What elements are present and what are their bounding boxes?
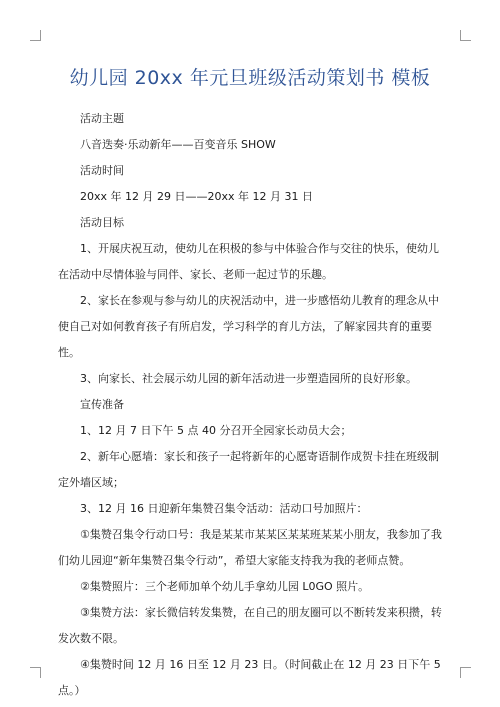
theme-text: 八音迭奏·乐动新年——百变音乐 SHOW: [80, 138, 276, 151]
publicity-1: 1、12 月 7 日下午 5 点 40 分召开全园家长动员大会；: [80, 424, 352, 437]
publicity-2: 2、新年心愿墙：家长和孩子一起将新年的心愿寄语制作成贺卡挂在班级制定外墙区域；: [58, 450, 439, 489]
section-heading-goals: 活动目标: [80, 216, 124, 229]
crop-mark-top-left: [30, 30, 41, 41]
publicity-3-item-2: ②集赞照片：三个老师加单个幼儿手拿幼儿园 L0GO 照片。: [80, 580, 370, 593]
crop-mark-bottom-right: [460, 667, 471, 678]
section-heading-time: 活动时间: [80, 164, 124, 177]
crop-mark-bottom-left: [30, 667, 41, 678]
section-heading-publicity: 宣传准备: [80, 398, 124, 411]
document-body: [58, 106, 443, 704]
time-text: 20xx 年 12 月 29 日——20xx 年 12 月 31 日: [80, 190, 313, 203]
section-heading-theme: 活动主题: [80, 112, 124, 125]
goal-1: 1、开展庆祝互动，使幼儿在积极的参与中体验合作与交往的快乐，使幼儿在活动中尽情体验与同伴、家长、老师一起过节的乐趣。: [58, 242, 439, 281]
document-title: 幼儿园 20xx 年元旦班级活动策划书 模板: [69, 67, 431, 89]
publicity-3: 3、12 月 16 日迎新年集赞召集令活动：活动口号加照片：: [80, 502, 368, 515]
publicity-3-item-3: ③集赞方法：家长微信转发集赞，在自己的朋友圈可以不断转发来积攒，转发次数不限。: [58, 606, 442, 645]
publicity-3-item-1: ①集赞召集令行动口号：我是某某市某某区某某班某某小朋友，我参加了我们幼儿园迎“新年集赞召集令行动”，希望大家能支持我为我的老师点赞。: [58, 528, 442, 567]
crop-mark-top-right: [460, 30, 471, 41]
goal-2: 2、家长在参观与参与幼儿的庆祝活动中，进一步感悟幼儿教育的理念从中使自己对如何教育孩子有所启发，学习科学的育儿方法，了解家园共育的重要性。: [58, 294, 439, 359]
publicity-3-item-4: ④集赞时间 12 月 16 日至 12 月 23 日。（时间截止在 12 月 23 日下午 5 点。）: [58, 658, 441, 697]
goal-3: 3、向家长、社会展示幼儿园的新年活动进一步塑造园所的良好形象。: [80, 372, 417, 385]
